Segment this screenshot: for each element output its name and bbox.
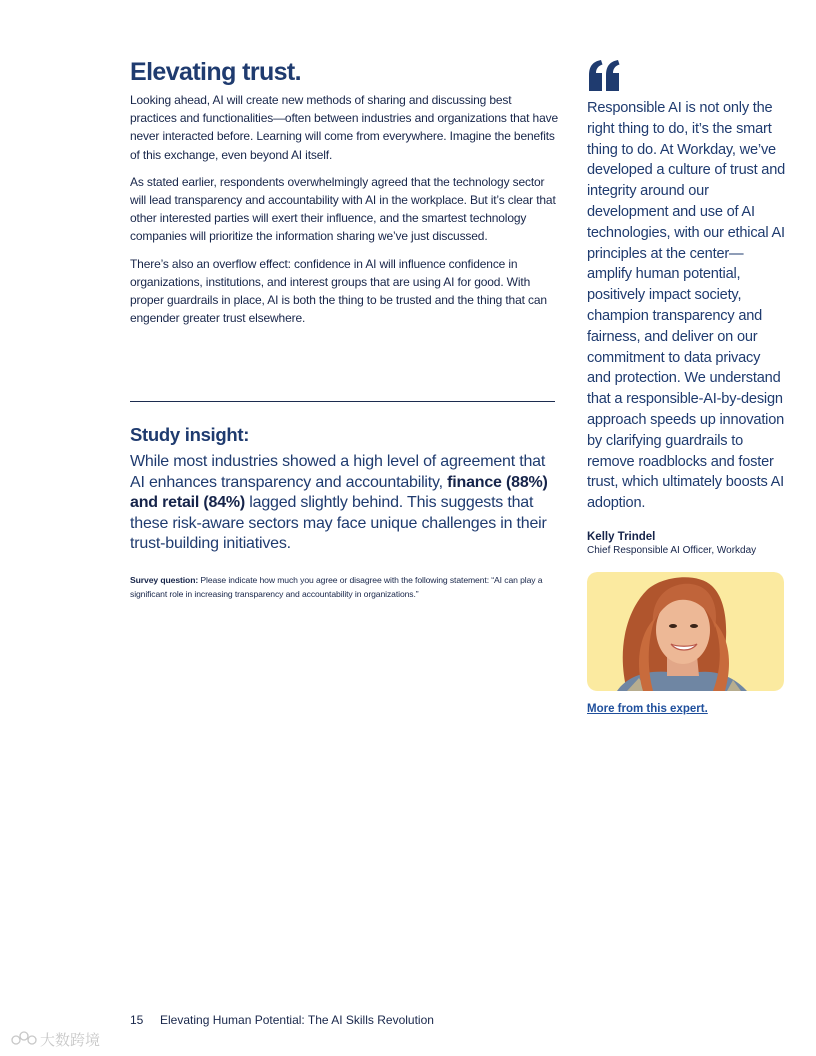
insight-text-start: While most industries showed a high level of agreement that AI enhances transparency and accountability, [130, 453, 546, 491]
speaker-role: Chief Responsible AI Officer, Workday [587, 544, 757, 556]
expert-quote [587, 60, 787, 717]
page-footer [130, 1013, 434, 1027]
more-from-expert-link[interactable]: More from this expert. [587, 702, 708, 715]
insight-highlight: finance (88%) and retail (84%) [130, 473, 548, 512]
quote-text: Responsible AI is not only the right thing to do, it’s the smart thing to do. At Workday, we’ve developed a culture of trust and integrity around our development and use of AI technologies, with our ethical AI principles at the center—amplify human potential, positively impact society, champion transparency and fairness, and deliver on our commitment to data privacy and protection. We understand that a responsible-AI-by-design approach speeds up innovation by clarifying guardrails to remove roadblocks and foster trust, which ultimately boosts AI adoption. [587, 100, 786, 512]
main-article [130, 58, 558, 327]
paragraph-2: As stated earlier, respondents overwhelmingly agreed that the technology sector will lead transparency and accountability with AI in the workplace. But it’s clear that other interested parties will exert their influence, and the smartest technology companies will prioritize the information sharing we’ve just discussed. [130, 174, 556, 244]
survey-text: Please indicate how much you agree or disagree with the following statement: “AI can play a significant role in increasing transparency and accountability in organizations.” [130, 574, 543, 599]
survey-question [130, 573, 560, 601]
document-title: Elevating Human Potential: The AI Skills Revolution [160, 1013, 434, 1027]
paragraph-1: Looking ahead, AI will create new methods of sharing and discussing best practices and functionalities—often between industries and organizations that have never interacted before. Learning will come from everywhere. Imagine the benefits of this exchange, even beyond AI itself. [130, 93, 558, 162]
survey-label: Survey question: [130, 574, 199, 585]
speaker-name: Kelly Trindel [587, 530, 656, 543]
page-number: 15 [130, 1013, 144, 1027]
quote-icon [587, 60, 621, 92]
paragraph-3: There’s also an overflow effect: confidence in AI will influence confidence in organizations, institutions, and interest groups that are using AI for good. With proper guardrails in place, AI is both the thing to be trusted and the thing that can engender greater trust elsewhere. [130, 256, 547, 326]
insight-text [130, 452, 560, 555]
insight-text-end: lagged slightly behind. This suggests that these risk-aware sectors may face unique challenges in their trust-building initiatives. [130, 494, 547, 553]
watermark-logo [10, 1028, 110, 1050]
section-divider [130, 401, 555, 402]
page-title: Elevating trust. [130, 58, 301, 86]
insight-heading: Study insight: [130, 424, 250, 445]
portrait-photo [587, 572, 784, 691]
watermark-text: 大数跨境 [40, 1031, 101, 1049]
study-insight [130, 424, 560, 601]
